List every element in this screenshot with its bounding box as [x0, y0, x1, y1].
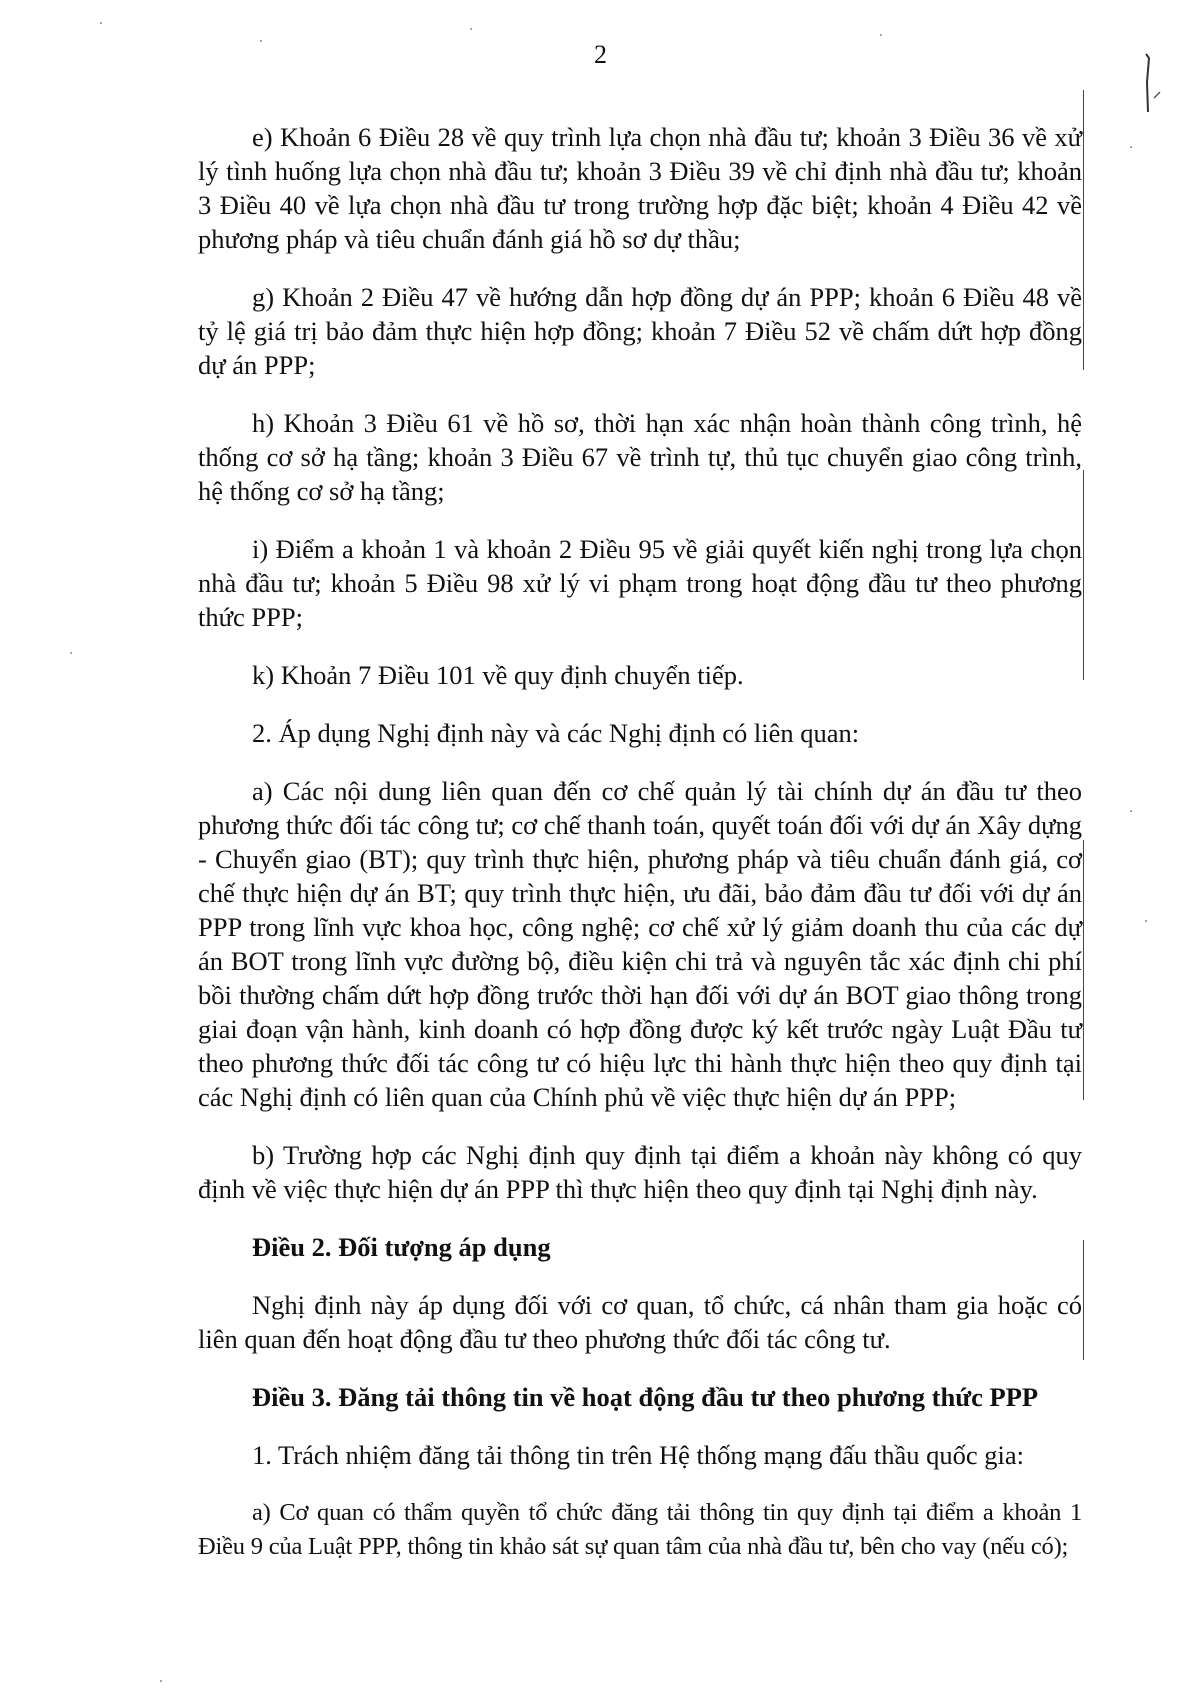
scan-speck — [70, 652, 72, 654]
scan-margin-line — [1083, 840, 1084, 1100]
scan-speck — [260, 40, 262, 42]
scan-speck — [160, 1680, 162, 1682]
paragraph-clause-2: 2. Áp dụng Nghị định này và các Nghị định có liên quan: — [252, 718, 860, 748]
paragraph-i: i) Điểm a khoản 1 và khoản 2 Điều 95 về giải quyết kiến nghị trong lựa chọn nhà đầu tư; khoản 5 Điều 98 xử lý vi phạm trong hoạt động đầu tư theo phương thức PPP; — [198, 534, 1082, 632]
paragraph-k: k) Khoản 7 Điều 101 về quy định chuyển tiếp. — [252, 660, 744, 690]
scan-margin-line — [1083, 470, 1084, 680]
paragraph-g: g) Khoản 2 Điều 47 về hướng dẫn hợp đồng dự án PPP; khoản 6 Điều 48 về tỷ lệ giá trị bảo đảm thực hiện hợp đồng; khoản 7 Điều 52 về chấm dứt hợp đồng dự án PPP; — [198, 282, 1082, 380]
paragraph-clause-2b: b) Trường hợp các Nghị định quy định tại điểm a khoản này không có quy định về việc thực hiện dự án PPP thì thực hiện theo quy định tại Nghị định này. — [198, 1140, 1082, 1204]
article-2-heading: Điều 2. Đối tượng áp dụng — [252, 1232, 551, 1262]
article-3-heading: Điều 3. Đăng tải thông tin về hoạt động đầu tư theo phương thức PPP — [252, 1382, 1039, 1412]
article-2-text: Nghị định này áp dụng đối với cơ quan, tổ chức, cá nhân tham gia hoặc có liên quan đến hoạt động đầu tư theo phương thức đối tác công tư. — [198, 1290, 1082, 1354]
document-body — [198, 120, 1082, 1588]
article-3-item-1: 1. Trách nhiệm đăng tải thông tin trên Hệ thống mạng đấu thầu quốc gia: — [252, 1440, 1025, 1470]
scan-speck — [1145, 920, 1147, 922]
scan-speck — [880, 34, 882, 36]
paragraph-e: e) Khoản 6 Điều 28 về quy trình lựa chọn nhà đầu tư; khoản 3 Điều 36 về xử lý tình huống lựa chọn nhà đầu tư; khoản 3 Điều 39 về chỉ định nhà đầu tư; khoản 3 Điều 40 về lựa chọn nhà đầu tư trong trường hợp đặc biệt; khoản 4 Điều 42 về phương pháp và tiêu chuẩn đánh giá hồ sơ dự thầu; — [198, 122, 1082, 254]
page-number: 2 — [594, 40, 607, 69]
scan-speck — [1130, 810, 1132, 812]
scan-corner-mark — [1140, 52, 1164, 122]
scan-margin-line — [1083, 90, 1084, 370]
paragraph-clause-2a: a) Các nội dung liên quan đến cơ chế quản lý tài chính dự án đầu tư theo phương thức đối tác công tư; cơ chế thanh toán, quyết toán đối với dự án Xây dựng - Chuyển giao (BT); quy trình thực hiện, phương pháp và tiêu chuẩn đánh giá, cơ chế thực hiện dự án BT; quy trình thực hiện, ưu đãi, bảo đảm đầu tư đối với dự án PPP trong lĩnh vực khoa học, công nghệ; cơ chế xử lý giảm doanh thu của các dự án BOT trong lĩnh vực đường bộ, điều kiện chi trả và nguyên tắc xác định chi phí bồi thường chấm dứt hợp đồng trước thời hạn đối với dự án BOT giao thông trong giai đoạn vận hành, kinh doanh có hợp đồng được ký kết trước ngày Luật Đầu tư theo phương thức đối tác công tư có hiệu lực thi hành thực hiện theo quy định tại các Nghị định có liên quan của Chính phủ về việc thực hiện dự án PPP; — [198, 776, 1082, 1112]
scan-speck — [1130, 146, 1132, 148]
scan-margin-line — [1083, 1240, 1084, 1360]
scan-speck — [470, 28, 472, 30]
paragraph-h: h) Khoản 3 Điều 61 về hồ sơ, thời hạn xác nhận hoàn thành công trình, hệ thống cơ sở hạ tầng; khoản 3 Điều 67 về trình tự, thủ tục chuyển giao công trình, hệ thống cơ sở hạ tầng; — [198, 408, 1082, 506]
article-3-item-1a: a) Cơ quan có thẩm quyền tổ chức đăng tải thông tin quy định tại điểm a khoản 1 Điều 9 của Luật PPP, thông tin khảo sát sự quan tâm của nhà đầu tư, bên cho vay (nếu có); — [198, 1499, 1082, 1560]
scan-speck — [100, 22, 102, 24]
